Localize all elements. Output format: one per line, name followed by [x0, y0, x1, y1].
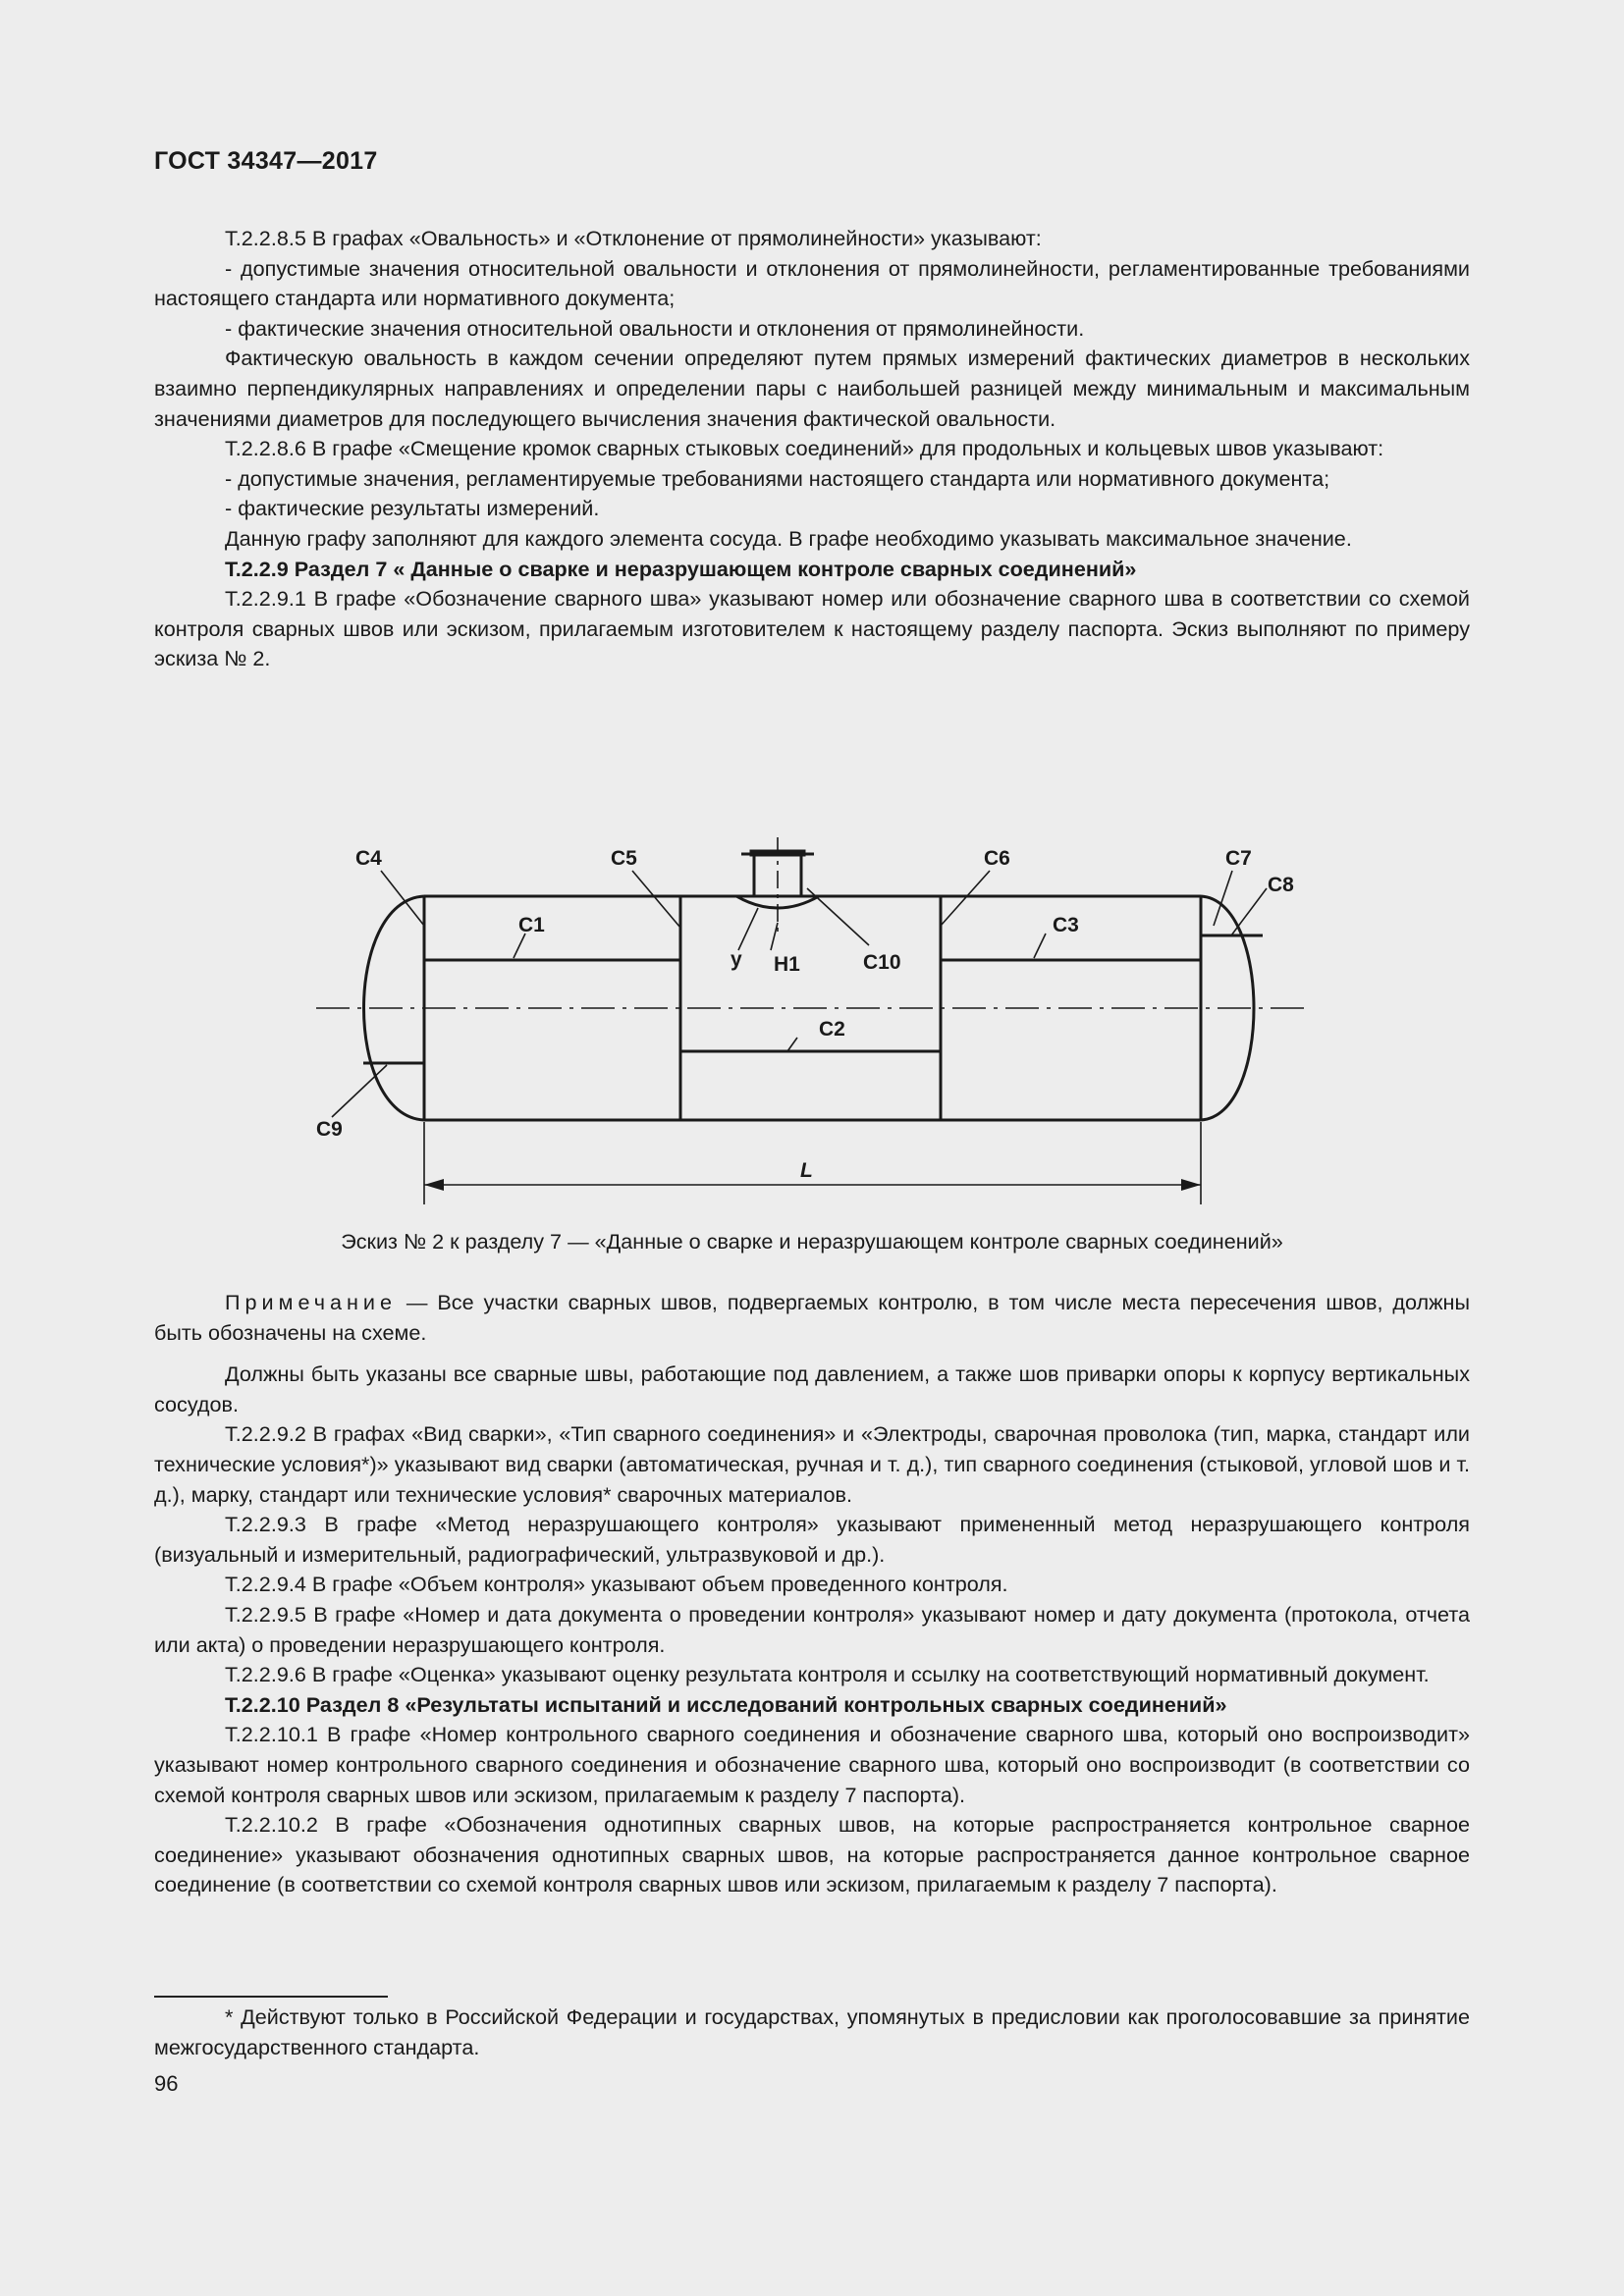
body-text-top: [154, 224, 1470, 674]
label-c6: С6: [984, 847, 1010, 870]
footnote: [154, 2002, 1470, 2062]
paragraph: Данную графу заполняют для каждого элемента сосуда. В графе необходимо указывать максимальное значение.: [225, 525, 1352, 551]
paragraph: Т.2.2.9.1 В графе «Обозначение сварного шва» указывают номер или обозначение сварного шва в соответствии со схемой контроля сварных швов или эскизом, прилагаемым изготовителем к настоящему разделу паспорта. Эскиз выполняют по примеру эскиза № 2.: [154, 586, 1470, 671]
paragraph: - фактические значения относительной овальности и отклонения от прямолинейности.: [225, 315, 1085, 341]
note-label: Примечание: [225, 1290, 397, 1314]
document-header: ГОСТ 34347—2017: [154, 147, 378, 175]
label-c5: С5: [611, 847, 637, 870]
note-text: — Все участки сварных швов, подвергаемых контролю, в том числе места пересечения швов, должны быть обозначены на схеме.: [154, 1290, 1470, 1345]
paragraph: Т.2.2.9.6 В графе «Оценка» указывают оценку результата контроля и ссылку на соответствующий нормативный документ.: [225, 1662, 1430, 1687]
body-text-bottom: [154, 1288, 1470, 1900]
section-heading: Т.2.2.10 Раздел 8 «Результаты испытаний и исследований контрольных сварных соединений»: [225, 1691, 1227, 1717]
label-c4: С4: [355, 847, 382, 870]
section-heading: Т.2.2.9 Раздел 7 « Данные о сварке и неразрушающем контроле сварных соединений»: [225, 556, 1137, 581]
paragraph: - допустимые значения относительной овальности и отклонения от прямолинейности, регламентированные требованиями настоящего стандарта или нормативного документа;: [154, 255, 1470, 311]
paragraph: Должны быть указаны все сварные швы, работающие под давлением, а также шов приварки опоры к корпусу вертикальных сосудов.: [154, 1362, 1470, 1416]
note: [154, 1288, 1470, 1348]
paragraph: - допустимые значения, регламентируемые требованиями настоящего стандарта или нормативного документа;: [225, 465, 1330, 491]
label-y: у: [731, 948, 742, 971]
label-h1: Н1: [774, 953, 800, 976]
paragraph: Т.2.2.8.6 В графе «Смещение кромок сварных стыковых соединений» для продольных и кольцевых швов указывают:: [225, 436, 1384, 461]
figure-caption: Эскиз № 2 к разделу 7 — «Данные о сварке и неразрушающем контроле сварных соединений»: [341, 1229, 1283, 1254]
footnote-text: * Действуют только в Российской Федерации и государствах, упомянутых в предисловии как проголосовавшие за принятие межгосударственного стандарта.: [154, 2004, 1470, 2059]
label-c7: С7: [1225, 847, 1252, 870]
paragraph: - фактические результаты измерений.: [225, 496, 600, 521]
paragraph: Т.2.2.9.4 В графе «Объем контроля» указывают объем проведенного контроля.: [225, 1572, 1008, 1597]
label-c3: С3: [1053, 914, 1079, 936]
paragraph: Фактическую овальность в каждом сечении определяют путем прямых измерений фактических диаметров в нескольких взаимно перпендикулярных направлениях и определении пары с наибольшей разницей между минимальным и максимальным значениями диаметров для последующего вычисления значения фактической овальности.: [154, 346, 1470, 431]
paragraph: Т.2.2.8.5 В графах «Овальность» и «Отклонение от прямолинейности» указывают:: [225, 226, 1042, 250]
label-c10: С10: [863, 951, 901, 974]
paragraph: Т.2.2.9.5 В графе «Номер и дата документа о проведении контроля» указывают номер и дату документа (протокола, отчета или акта) о проведении неразрушающего контроля.: [154, 1601, 1470, 1657]
vessel-drawing: [304, 829, 1326, 1212]
label-length: L: [800, 1159, 813, 1182]
vessel-weld-sketch: [304, 829, 1326, 1212]
footnote-separator: [154, 1996, 388, 1998]
label-c8: С8: [1268, 874, 1294, 896]
paragraph: Т.2.2.10.2 В графе «Обозначения однотипных сварных швов, на которые распространяется контрольное сварное соединение» указывают обозначения однотипных сварных швов, на которые распространяется данное контрольное сварное соединение (в соответствии со схемой контроля сварных швов или эскизом, прилагаемым к разделу 7 паспорта).: [154, 1812, 1470, 1897]
label-c2: С2: [819, 1018, 845, 1041]
paragraph: Т.2.2.9.2 В графах «Вид сварки», «Тип сварного соединения» и «Электроды, сварочная проволока (тип, марка, стандарт или технические условия*)» указывают вид сварки (автоматическая, ручная и т. д.), тип сварного соединения (стыковой, угловой шов и т. д.), марку, стандарт или технические условия* сварочных материалов.: [154, 1421, 1470, 1507]
page-number: 96: [154, 2071, 179, 2096]
label-c9: С9: [316, 1118, 343, 1141]
paragraph: Т.2.2.9.3 В графе «Метод неразрушающего контроля» указывают примененный метод неразрушающего контроля (визуальный и измерительный, радиографический, ультразвуковой и др.).: [154, 1512, 1470, 1567]
paragraph: Т.2.2.10.1 В графе «Номер контрольного сварного соединения и обозначение сварного шва, который оно воспроизводит» указывают номер контрольного сварного соединения и обозначение сварного шва, который оно воспроизводит (в соответствии со схемой контроля сварных швов или эскизом, прилагаемым к разделу 7 паспорта).: [154, 1722, 1470, 1807]
label-c1: С1: [518, 914, 545, 936]
